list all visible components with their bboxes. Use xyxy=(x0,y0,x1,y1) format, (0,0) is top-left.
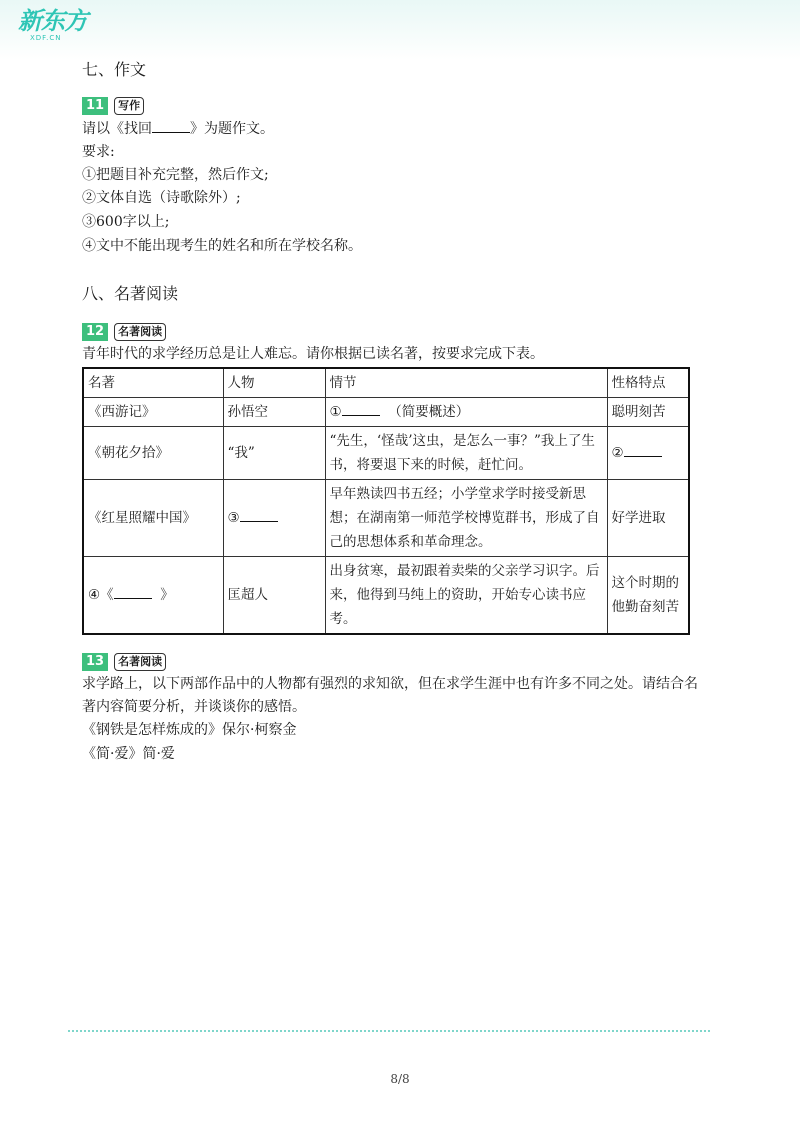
book-reference: 《钢铁是怎样炼成的》保尔·柯察金 xyxy=(82,722,297,738)
person-cell: 匡超人 xyxy=(223,557,325,635)
question-number: 13 xyxy=(82,653,108,671)
requirements-label: 要求: xyxy=(82,144,115,160)
person-cell: “我” xyxy=(223,427,325,480)
essay-prompt xyxy=(82,118,274,139)
question-number: 12 xyxy=(82,323,108,341)
blank-marker: ④《 xyxy=(88,587,114,603)
book-cell: 《西游记》 xyxy=(83,398,223,427)
book-reference: 《简·爱》简·爱 xyxy=(82,746,175,762)
footer-divider xyxy=(68,1030,710,1032)
question-text: 求学路上，以下两部作品中的人物都有强烈的求知欲，但在求学生涯中也有许多不同之处。请结合名 xyxy=(82,676,698,692)
answer-blank xyxy=(624,442,662,457)
table-row xyxy=(83,480,689,557)
requirement-item: ②文体自选（诗歌除外）; xyxy=(82,190,241,206)
table-header: 性格特点 xyxy=(607,368,689,398)
question-intro: 青年时代的求学经历总是让人难忘。请你根据已读名著，按要求完成下表。 xyxy=(82,346,544,362)
requirement-item: ④文中不能出现考生的姓名和所在学校名称。 xyxy=(82,238,362,254)
answer-blank xyxy=(342,401,380,416)
prompt-pre: 请以《找回 xyxy=(82,121,152,137)
book-cell xyxy=(83,557,223,635)
answer-blank xyxy=(240,507,278,522)
question-number: 11 xyxy=(82,97,108,115)
table-header: 名著 xyxy=(83,368,223,398)
section-title-composition: 七、作文 xyxy=(82,60,147,79)
prompt-post: 》为题作文。 xyxy=(190,121,274,137)
page-number: 8/8 xyxy=(390,1072,410,1086)
question-tag: 写作 xyxy=(114,97,144,115)
person-cell xyxy=(223,480,325,557)
plot-cell: “先生，‘怪哉’这虫，是怎么一事？”我上了生书，将要退下来的时候，赶忙问。 xyxy=(325,427,607,480)
question-tag: 名著阅读 xyxy=(114,653,166,671)
blank-marker: ③ xyxy=(227,510,240,526)
trait-cell: 好学进取 xyxy=(607,480,689,557)
question-header-12 xyxy=(82,322,166,342)
book-cell: 《朝花夕拾》 xyxy=(83,427,223,480)
question-header-11 xyxy=(82,96,144,116)
table-header: 人物 xyxy=(223,368,325,398)
table-row xyxy=(83,557,689,635)
table-row xyxy=(83,427,689,480)
brand-logo xyxy=(18,8,87,42)
plot-note: （简要概述） xyxy=(388,404,470,420)
blank-marker: ① xyxy=(329,404,342,420)
header-band xyxy=(0,0,800,60)
answer-blank xyxy=(114,584,152,599)
table-row xyxy=(83,398,689,427)
blank-marker: ② xyxy=(611,445,624,461)
title-blank xyxy=(152,118,190,133)
trait-cell xyxy=(607,427,689,480)
plot-cell: 出身贫寒，最初跟着卖柴的父亲学习识字。后来，他得到马纯上的资助，开始专心读书应考。 xyxy=(325,557,607,635)
plot-cell xyxy=(325,398,607,427)
plot-cell: 早年熟读四书五经；小学堂求学时接受新思想；在湖南第一师范学校博览群书，形成了自己的思想体系和革命理念。 xyxy=(325,480,607,557)
person-cell: 孙悟空 xyxy=(223,398,325,427)
logo-text: 新东方 xyxy=(18,7,87,35)
trait-cell: 聪明刻苦 xyxy=(607,398,689,427)
book-cell: 《红星照耀中国》 xyxy=(83,480,223,557)
logo-subtext: XDF.CN xyxy=(30,34,62,42)
requirement-item: ①把题目补充完整，然后作文; xyxy=(82,167,269,183)
section-title-classics: 八、名著阅读 xyxy=(82,284,179,303)
requirement-item: ③600字以上; xyxy=(82,214,170,230)
book-bracket: 》 xyxy=(160,587,174,603)
table-header-row xyxy=(83,368,689,398)
question-tag: 名著阅读 xyxy=(114,323,166,341)
question-header-13 xyxy=(82,652,166,672)
trait-cell: 这个时期的他勤奋刻苦 xyxy=(607,557,689,635)
question-text: 著内容简要分析，并谈谈你的感悟。 xyxy=(82,699,306,715)
table-header: 情节 xyxy=(325,368,607,398)
reading-table xyxy=(82,367,690,635)
